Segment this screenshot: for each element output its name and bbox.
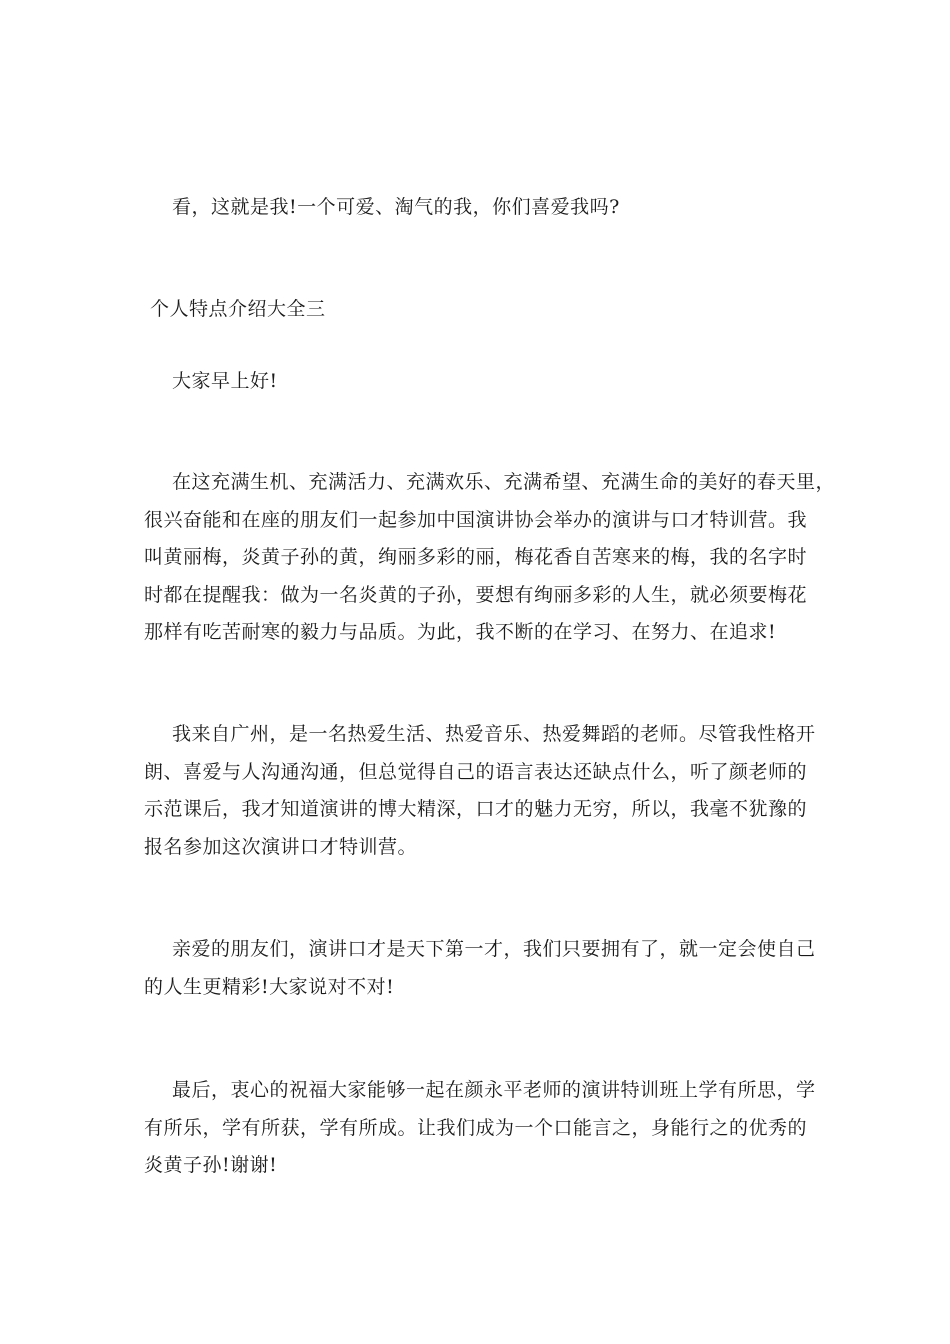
paragraph-line: 在这充满生机、充满活力、充满欢乐、充满希望、充满生命的美好的春天里， <box>172 471 836 493</box>
section-title: 个人特点介绍大全三 <box>150 298 326 320</box>
greeting-line: 大家早上好! <box>172 370 278 392</box>
paragraph-line: 时都在提醒我：做为一名炎黄的子孙，要想有绚丽多彩的人生，就必须要梅花 <box>144 584 808 606</box>
paragraph-line: 我来自广州，是一名热爱生活、热爱音乐、热爱舞蹈的老师。尽管我性格开 <box>172 723 816 745</box>
paragraph-line: 亲爱的朋友们，演讲口才是天下第一才，我们只要拥有了，就一定会使自己 <box>172 938 816 960</box>
paragraph-line: 最后，衷心的祝福大家能够一起在颜永平老师的演讲特训班上学有所思，学 <box>172 1079 816 1101</box>
paragraph-line: 很兴奋能和在座的朋友们一起参加中国演讲协会举办的演讲与口才特训营。我 <box>144 509 808 531</box>
paragraph-line: 有所乐，学有所获，学有所成。让我们成为一个口能言之，身能行之的优秀的 <box>144 1117 808 1139</box>
paragraph-line: 那样有吃苦耐寒的毅力与品质。为此，我不断的在学习、在努力、在追求! <box>144 621 777 643</box>
paragraph-line: 示范课后，我才知道演讲的博大精深，口才的魅力无穷，所以，我毫不犹豫的 <box>144 798 808 820</box>
paragraph-line: 的人生更精彩!大家说对不对! <box>144 976 395 998</box>
paragraph-line: 朗、喜爱与人沟通沟通，但总觉得自己的语言表达还缺点什么，听了颜老师的 <box>144 761 808 783</box>
intro-line: 看，这就是我!一个可爱、淘气的我，你们喜爱我吗? <box>172 196 620 218</box>
paragraph-line: 叫黄丽梅，炎黄子孙的黄，绚丽多彩的丽，梅花香自苦寒来的梅，我的名字时 <box>144 546 808 568</box>
paragraph-line: 报名参加这次演讲口才特训营。 <box>144 836 418 858</box>
paragraph-line: 炎黄子孙!谢谢! <box>144 1154 278 1176</box>
